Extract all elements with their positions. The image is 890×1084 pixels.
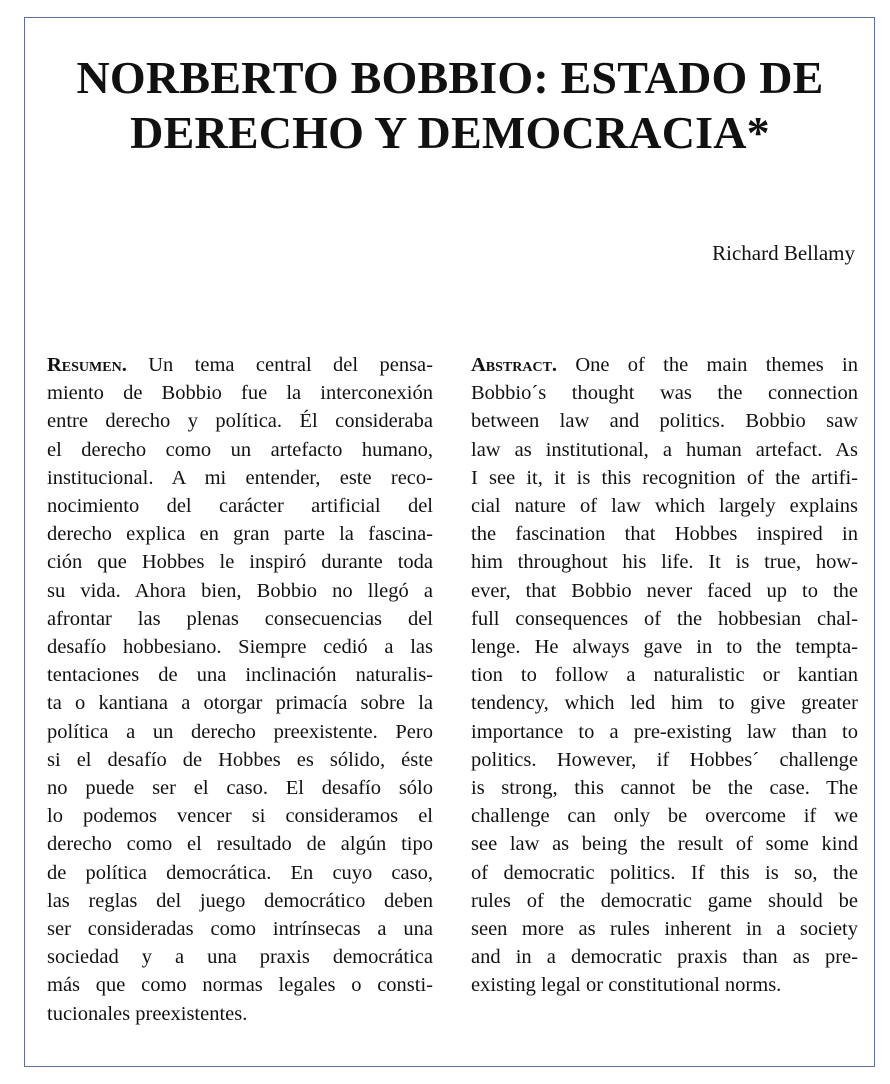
resumen-line: tentaciones de una inclinación naturalis- bbox=[47, 664, 433, 687]
abstract-line: existing legal or constitutional norms. bbox=[471, 974, 782, 997]
resumen-line: las reglas del juego democrático deben bbox=[47, 889, 433, 912]
title-line-2: DERECHO Y DEMOCRACIA* bbox=[130, 107, 770, 158]
resumen-line: afrontar las plenas consecuencias del bbox=[47, 607, 433, 630]
resumen-line bbox=[47, 351, 433, 379]
resumen-text: Un tema central del pensa- bbox=[126, 354, 433, 376]
resumen-line: el derecho como un artefacto humano, bbox=[47, 438, 433, 461]
abstract-line: full consequences of the hobbesian chal- bbox=[471, 607, 858, 630]
abstract-line: law as institutional, a human artefact. As bbox=[471, 438, 858, 461]
abstract-line: I see it, it is this recognition of the artifi- bbox=[471, 466, 858, 489]
resumen-column bbox=[47, 351, 433, 1028]
resumen-line: si el desafío de Hobbes es sólido, éste bbox=[47, 748, 433, 771]
abstract-line: cial nature of law which largely explains bbox=[471, 495, 858, 518]
abstract-line: see law as being the result of some kind bbox=[471, 833, 858, 856]
abstract-line: importance to a pre-existing law than to bbox=[471, 720, 858, 743]
title-line-1: NORBERTO BOBBIO: ESTADO DE bbox=[76, 52, 824, 103]
abstract-line: the fascination that Hobbes inspired in bbox=[471, 523, 858, 546]
resumen-line: lo podemos vencer si consideramos el bbox=[47, 805, 433, 828]
article-title bbox=[40, 50, 860, 160]
resumen-line: institucional. A mi entender, este reco- bbox=[47, 466, 433, 489]
resumen-heading: Resumen. bbox=[47, 354, 127, 376]
abstract-line: lenge. He always gave in to the tempta- bbox=[471, 636, 858, 659]
resumen-line: miento de Bobbio fue la interconexión bbox=[47, 382, 433, 405]
resumen-line: su vida. Ahora bien, Bobbio no llegó a bbox=[47, 579, 433, 602]
abstract-line: Bobbio´s thought was the connection bbox=[471, 382, 858, 405]
abstract-line: and in a democratic praxis than as pre- bbox=[471, 946, 858, 969]
resumen-line: desafío hobbesiano. Siempre cedió a las bbox=[47, 636, 433, 659]
abstract-line: seen more as rules inherent in a society bbox=[471, 918, 858, 941]
resumen-line: política a un derecho preexistente. Pero bbox=[47, 720, 433, 743]
abstract-line: ever, that Bobbio never faced up to the bbox=[471, 579, 858, 602]
resumen-line: entre derecho y política. Él consideraba bbox=[47, 410, 433, 433]
abstract-line: rules of the democratic game should be bbox=[471, 889, 858, 912]
abstract-text: One of the main themes in bbox=[557, 354, 858, 376]
resumen-line: derecho como el resultado de algún tipo bbox=[47, 833, 433, 856]
abstract-line: tendency, which led him to give greater bbox=[471, 692, 858, 715]
resumen-line: de política democrática. En cuyo caso, bbox=[47, 861, 433, 884]
resumen-line: ta o kantiana a otorgar primacía sobre la bbox=[47, 692, 433, 715]
abstract-line: between law and politics. Bobbio saw bbox=[471, 410, 858, 433]
resumen-line: sociedad y a una praxis democrática bbox=[47, 946, 433, 969]
abstract-line: tion to follow a naturalistic or kantian bbox=[471, 664, 858, 687]
resumen-line: más que como normas legales o consti- bbox=[47, 974, 433, 997]
author-name: Richard Bellamy bbox=[712, 241, 855, 265]
resumen-line: ción que Hobbes le inspiró durante toda bbox=[47, 551, 433, 574]
resumen-line: tucionales preexistentes. bbox=[47, 1002, 248, 1025]
resumen-line: nocimiento del carácter artificial del bbox=[47, 495, 433, 518]
resumen-line: ser consideradas como intrínsecas a una bbox=[47, 918, 433, 941]
abstract-line: challenge can only be overcome if we bbox=[471, 805, 858, 828]
abstract-line: politics. However, if Hobbes´ challenge bbox=[471, 748, 858, 771]
abstract-line: of democratic politics. If this is so, the bbox=[471, 861, 858, 884]
abstract-column bbox=[471, 351, 858, 1000]
abstract-line bbox=[471, 351, 858, 379]
resumen-line: no puede ser el caso. El desafío sólo bbox=[47, 777, 433, 800]
abstract-line: him throughout his life. It is true, how- bbox=[471, 551, 858, 574]
abstract-heading: Abstract. bbox=[471, 354, 558, 376]
abstract-line: is strong, this cannot be the case. The bbox=[471, 777, 858, 800]
resumen-line: derecho explica en gran parte la fascina- bbox=[47, 523, 433, 546]
